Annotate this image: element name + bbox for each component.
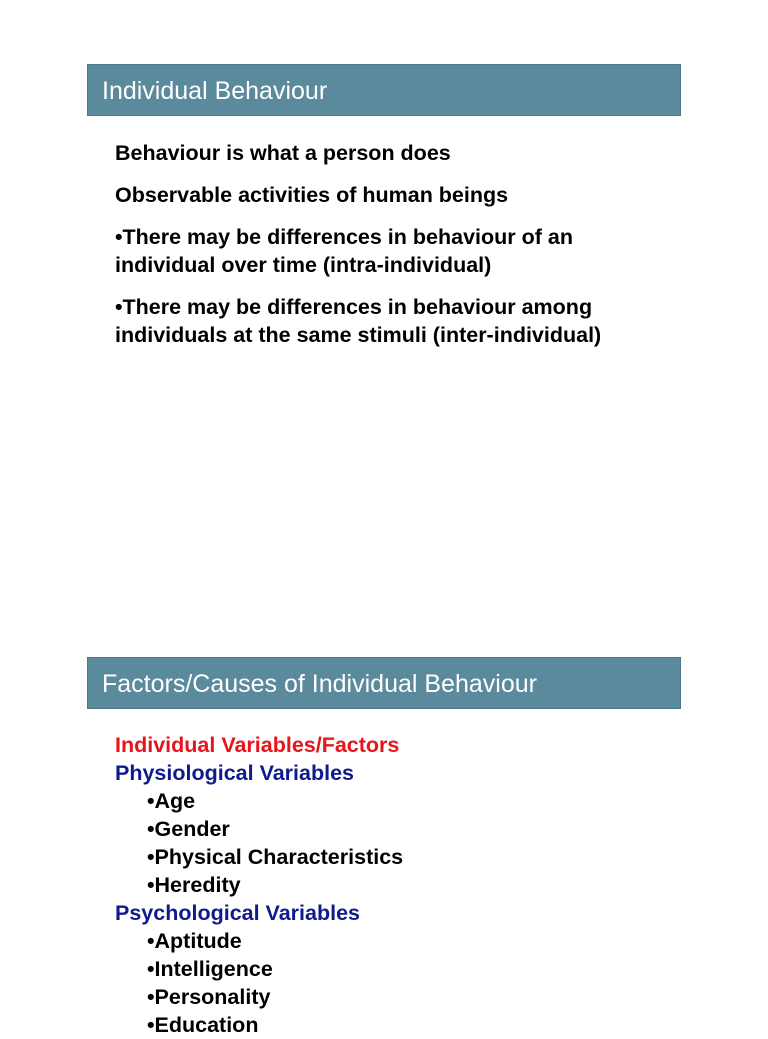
list-item: •Education bbox=[147, 1013, 259, 1037]
slide2-body bbox=[115, 731, 675, 1039]
inter-individual-bullet: •There may be differences in behaviour among individuals at the same stimuli (inter-individual) bbox=[115, 295, 602, 347]
list-item: •Physical Characteristics bbox=[147, 845, 404, 869]
definition-line: Behaviour is what a person does bbox=[115, 141, 451, 165]
psychological-list bbox=[115, 927, 675, 1039]
slide-title-factors: Factors/Causes of Individual Behaviour bbox=[87, 657, 681, 709]
list-item: •Heredity bbox=[147, 873, 241, 897]
intra-individual-bullet: •There may be differences in behaviour of an individual over time (intra-individual) bbox=[115, 225, 573, 277]
physiological-list bbox=[115, 787, 675, 899]
subheading-physiological: Physiological Variables bbox=[115, 761, 354, 785]
observable-line: Observable activities of human beings bbox=[115, 183, 509, 207]
list-item: •Gender bbox=[147, 817, 230, 841]
list-item: •Personality bbox=[147, 985, 271, 1009]
subheading-psychological: Psychological Variables bbox=[115, 901, 360, 925]
list-item: •Intelligence bbox=[147, 957, 273, 981]
list-item: •Age bbox=[147, 789, 196, 813]
section-heading-individual-variables: Individual Variables/Factors bbox=[115, 733, 400, 757]
slide-title-individual-behaviour: Individual Behaviour bbox=[87, 64, 681, 116]
list-item: •Aptitude bbox=[147, 929, 242, 953]
slide1-body bbox=[115, 139, 675, 363]
